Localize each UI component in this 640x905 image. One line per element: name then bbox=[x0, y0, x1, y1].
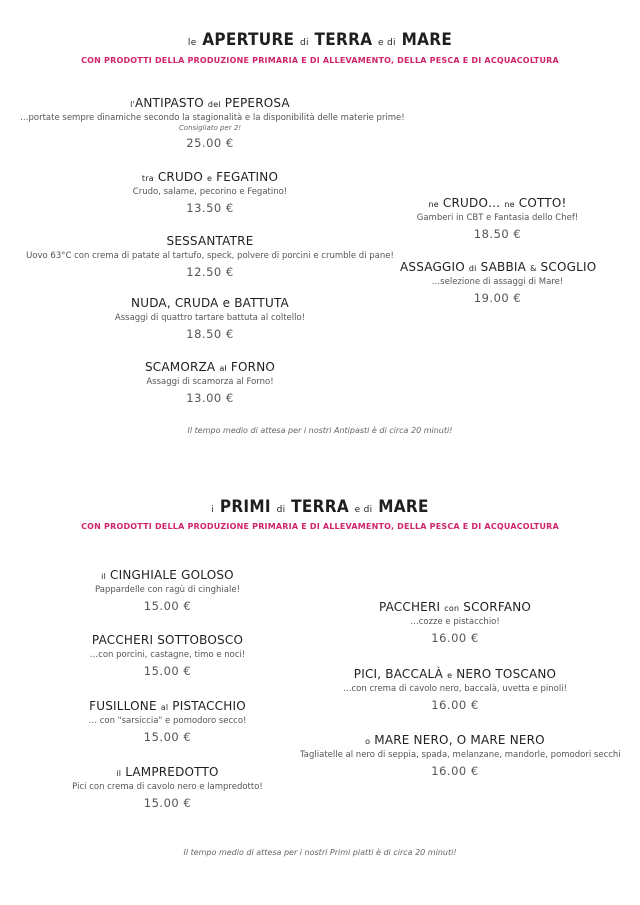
dish-price: 19.00 € bbox=[473, 291, 522, 305]
dish-description: Tagliatelle al nero di seppia, spada, melanzane, mandorle, pomodori secchi bbox=[300, 750, 621, 760]
dish-scamorza-forno: SCAMORZA al FORNO Assaggi di scamorza al Forno! 13.00 € bbox=[20, 360, 400, 405]
dish-description: Pappardelle con ragù di cinghiale! bbox=[95, 585, 240, 595]
dish-ne-crudo-ne-cotto: ne CRUDO… ne COTTO! Gamberi in CBT e Fantasia dello Chef! 18.50 € bbox=[400, 196, 595, 241]
dish-mare-nero: o MARE NERO, O MARE NERO Tagliatelle al nero di seppia, spada, melanzane, mandorle, pomodori secchi 16.00 € bbox=[300, 733, 621, 778]
dish-sessantatre: SESSANTATRE Uovo 63°C con crema di patate al tartufo, speck, polvere di porcini e crumble di pane! 12.50 € bbox=[20, 234, 400, 279]
primi-subtitle: CON PRODOTTI DELLA PRODUZIONE PRIMARIA E DI ALLEVAMENTO, DELLA PESCA E DI ACQUACOLTURA bbox=[81, 522, 559, 531]
dish-price: 15.00 € bbox=[143, 599, 192, 613]
dish-description: Assaggi di quattro tartare battuta al coltello! bbox=[114, 313, 306, 323]
antipasti-wait-note: Il tempo medio di attesa per i nostri Antipasti è di circa 20 minuti! bbox=[187, 426, 453, 435]
dish-description: Crudo, salame, pecorino e Fegatino! bbox=[132, 187, 288, 197]
dish-note: Consigliato per 2! bbox=[178, 124, 242, 132]
dish-description: Assaggi di scamorza al Forno! bbox=[146, 377, 274, 387]
dish-price: 16.00 € bbox=[431, 764, 479, 778]
dish-price: 12.50 € bbox=[186, 265, 234, 279]
antipasti-title: le APERTURE di TERRA e di MARE bbox=[187, 30, 453, 50]
dish-price: 13.00 € bbox=[186, 391, 234, 405]
dish-description: …portate sempre dinamiche secondo la stagionalità e la disponibilità delle materie prime! bbox=[20, 113, 405, 123]
dish-price: 15.00 € bbox=[143, 796, 192, 810]
dish-description: Gamberi in CBT e Fantasia dello Chef! bbox=[416, 213, 579, 223]
dish-fusillone-pistacchio: FUSILLONE al PISTACCHIO … con "sarsiccia" e pomodoro secco! 15.00 € bbox=[50, 699, 285, 744]
dish-price: 15.00 € bbox=[143, 664, 192, 678]
dish-assaggio-sabbia-scoglio: ASSAGGIO di SABBIA & SCOGLIO …selezione di assaggi di Mare! 19.00 € bbox=[400, 260, 597, 305]
dish-pici-baccala-nero: PICI, BACCALÀ e NERO TOSCANO …con crema di cavolo nero, baccalà, uvetta e pinoli! 16.00 € bbox=[300, 667, 610, 712]
dish-lampredotto: il LAMPREDOTTO Pici con crema di cavolo nero e lampredotto! 15.00 € bbox=[50, 765, 285, 810]
dish-price: 16.00 € bbox=[431, 631, 479, 645]
dish-description: Pici con crema di cavolo nero e lampredotto! bbox=[72, 782, 263, 792]
dish-price: 25.00 € bbox=[186, 136, 234, 150]
dish-description: …con porcini, castagne, timo e noci! bbox=[89, 650, 246, 660]
dish-nuda-cruda-battuta: NUDA, CRUDA e BATTUTA Assaggi di quattro tartare battuta al coltello! 18.50 € bbox=[20, 296, 400, 341]
dish-description: Uovo 63°C con crema di patate al tartufo, speck, polvere di porcini e crumble di pane! bbox=[26, 251, 394, 261]
dish-price: 18.50 € bbox=[186, 327, 234, 341]
dish-antipasto-peperosa: l'ANTIPASTO del PEPEROSA …portate sempre dinamiche secondo la stagionalità e la disponibilità delle materie prime! Consigliato per 2! 25.00 € bbox=[20, 96, 405, 150]
dish-price: 13.50 € bbox=[186, 201, 234, 215]
dish-paccheri-scorfano: PACCHERI con SCORFANO …cozze e pistacchio! 16.00 € bbox=[300, 600, 610, 645]
dish-price: 15.00 € bbox=[143, 730, 192, 744]
dish-description: … con "sarsiccia" e pomodoro secco! bbox=[88, 716, 247, 726]
primi-title: i PRIMI di TERRA e di MARE bbox=[211, 497, 429, 517]
dish-cinghiale-goloso: il CINGHIALE GOLOSO Pappardelle con ragù di cinghiale! 15.00 € bbox=[50, 568, 285, 613]
dish-price: 18.50 € bbox=[473, 227, 522, 241]
dish-description: …cozze e pistacchio! bbox=[410, 617, 500, 627]
dish-crudo-fegatino: tra CRUDO e FEGATINO Crudo, salame, pecorino e Fegatino! 13.50 € bbox=[20, 170, 400, 215]
dish-paccheri-sottobosco: PACCHERI SOTTOBOSCO …con porcini, castagne, timo e noci! 15.00 € bbox=[50, 633, 285, 678]
dish-description: …con crema di cavolo nero, baccalà, uvetta e pinoli! bbox=[343, 684, 567, 694]
primi-wait-note: Il tempo medio di attesa per i nostri Primi piatti è di circa 20 minuti! bbox=[183, 848, 457, 857]
dish-price: 16.00 € bbox=[431, 698, 479, 712]
dish-description: …selezione di assaggi di Mare! bbox=[431, 277, 564, 287]
antipasti-subtitle: CON PRODOTTI DELLA PRODUZIONE PRIMARIA E DI ALLEVAMENTO, DELLA PESCA E DI ACQUACOLTURA bbox=[81, 56, 559, 65]
